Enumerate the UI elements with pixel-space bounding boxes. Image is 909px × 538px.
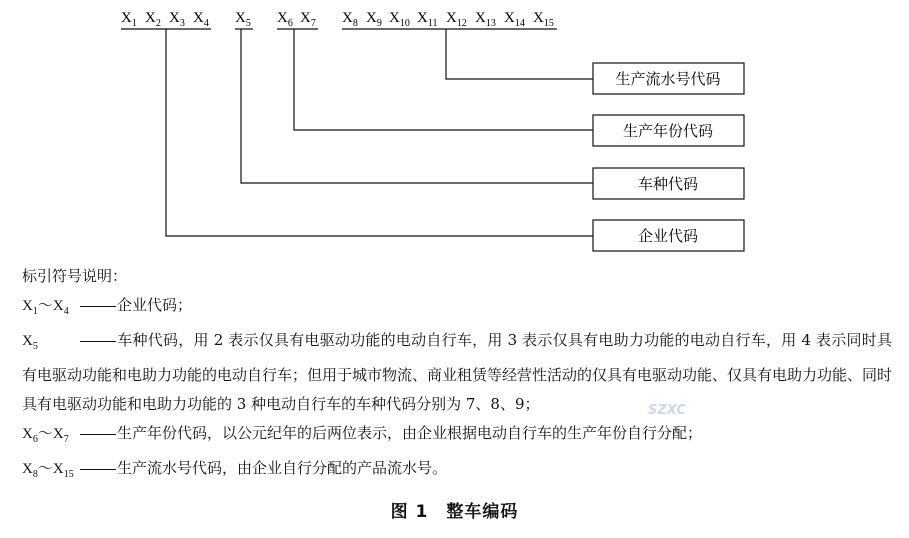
legend-heading: 标引符号说明： bbox=[22, 267, 128, 285]
code-label: $X_3$ bbox=[169, 10, 185, 29]
code-label: $X_5$ bbox=[235, 10, 251, 29]
figure-caption: 图 1 整车编码 bbox=[390, 502, 519, 522]
legend bbox=[22, 262, 892, 489]
code-label: $X_{10}$ bbox=[389, 10, 410, 29]
legend-item bbox=[22, 326, 892, 419]
watermark: SZXC bbox=[648, 403, 686, 418]
legend-text: 企业代码； bbox=[117, 296, 193, 314]
legend-term: $X_8\sim X_{15}$ bbox=[22, 461, 74, 480]
code-group-enterprise bbox=[121, 10, 211, 29]
legend-text: 生产流水号代码，由企业自行分配的产品流水号。 bbox=[117, 459, 448, 477]
legend-term: $X_5$ bbox=[22, 333, 38, 352]
legend-text: 车种代码，用 2 表示仅具有电驱动功能的电动自行车，用 3 表示仅具有电助力功能的电动自行车，用 4 表示同时具有电驱动功能和电助力功能的电动自行车；但用于城市物流、商业租赁等经营性活动的仅具有电驱动功能、仅具有电助力功能、同时具有电驱动功能和电助力功能的 3 种电动自行车的车种代码分别为 7、8、9； bbox=[22, 331, 893, 413]
box-type bbox=[593, 168, 744, 199]
vehicle-code-diagram bbox=[0, 0, 909, 262]
code-label: $X_{11}$ bbox=[417, 10, 438, 29]
box-year bbox=[593, 115, 744, 146]
box-serial bbox=[593, 63, 744, 94]
dash bbox=[80, 469, 116, 470]
code-label: $X_1$ bbox=[121, 10, 137, 29]
box-enterprise bbox=[593, 220, 744, 251]
legend-item bbox=[22, 419, 892, 454]
code-label: $X_4$ bbox=[193, 10, 209, 29]
legend-term: $X_6\sim X_7$ bbox=[22, 426, 69, 445]
code-label: $X_{14}$ bbox=[504, 10, 525, 29]
box-label: 车种代码 bbox=[637, 175, 699, 193]
code-label: $X_{15}$ bbox=[533, 10, 554, 29]
code-label: $X_{12}$ bbox=[446, 10, 467, 29]
legend-term: $X_1\sim X_4$ bbox=[22, 298, 69, 317]
dash bbox=[80, 341, 116, 342]
code-label: $X_8$ bbox=[342, 10, 358, 29]
legend-item bbox=[22, 454, 892, 489]
box-label: 企业代码 bbox=[637, 227, 699, 245]
legend-item bbox=[22, 291, 892, 326]
connector-serial bbox=[446, 29, 593, 79]
code-label: $X_6$ bbox=[277, 10, 293, 29]
code-label: $X_{13}$ bbox=[475, 10, 496, 29]
box-label: 生产年份代码 bbox=[622, 122, 714, 140]
dash bbox=[80, 306, 116, 307]
code-label: $X_7$ bbox=[300, 10, 316, 29]
code-group-type bbox=[235, 10, 253, 29]
code-label: $X_2$ bbox=[145, 10, 161, 29]
code-group-year bbox=[277, 10, 318, 29]
connector-enterprise bbox=[166, 29, 593, 236]
box-label: 生产流水号代码 bbox=[615, 70, 721, 88]
code-group-serial bbox=[342, 10, 557, 29]
legend-text: 生产年份代码，以公元纪年的后两位表示，由企业根据电动自行车的生产年份自行分配； bbox=[117, 424, 703, 442]
code-label: $X_9$ bbox=[366, 10, 382, 29]
dash bbox=[80, 434, 116, 435]
